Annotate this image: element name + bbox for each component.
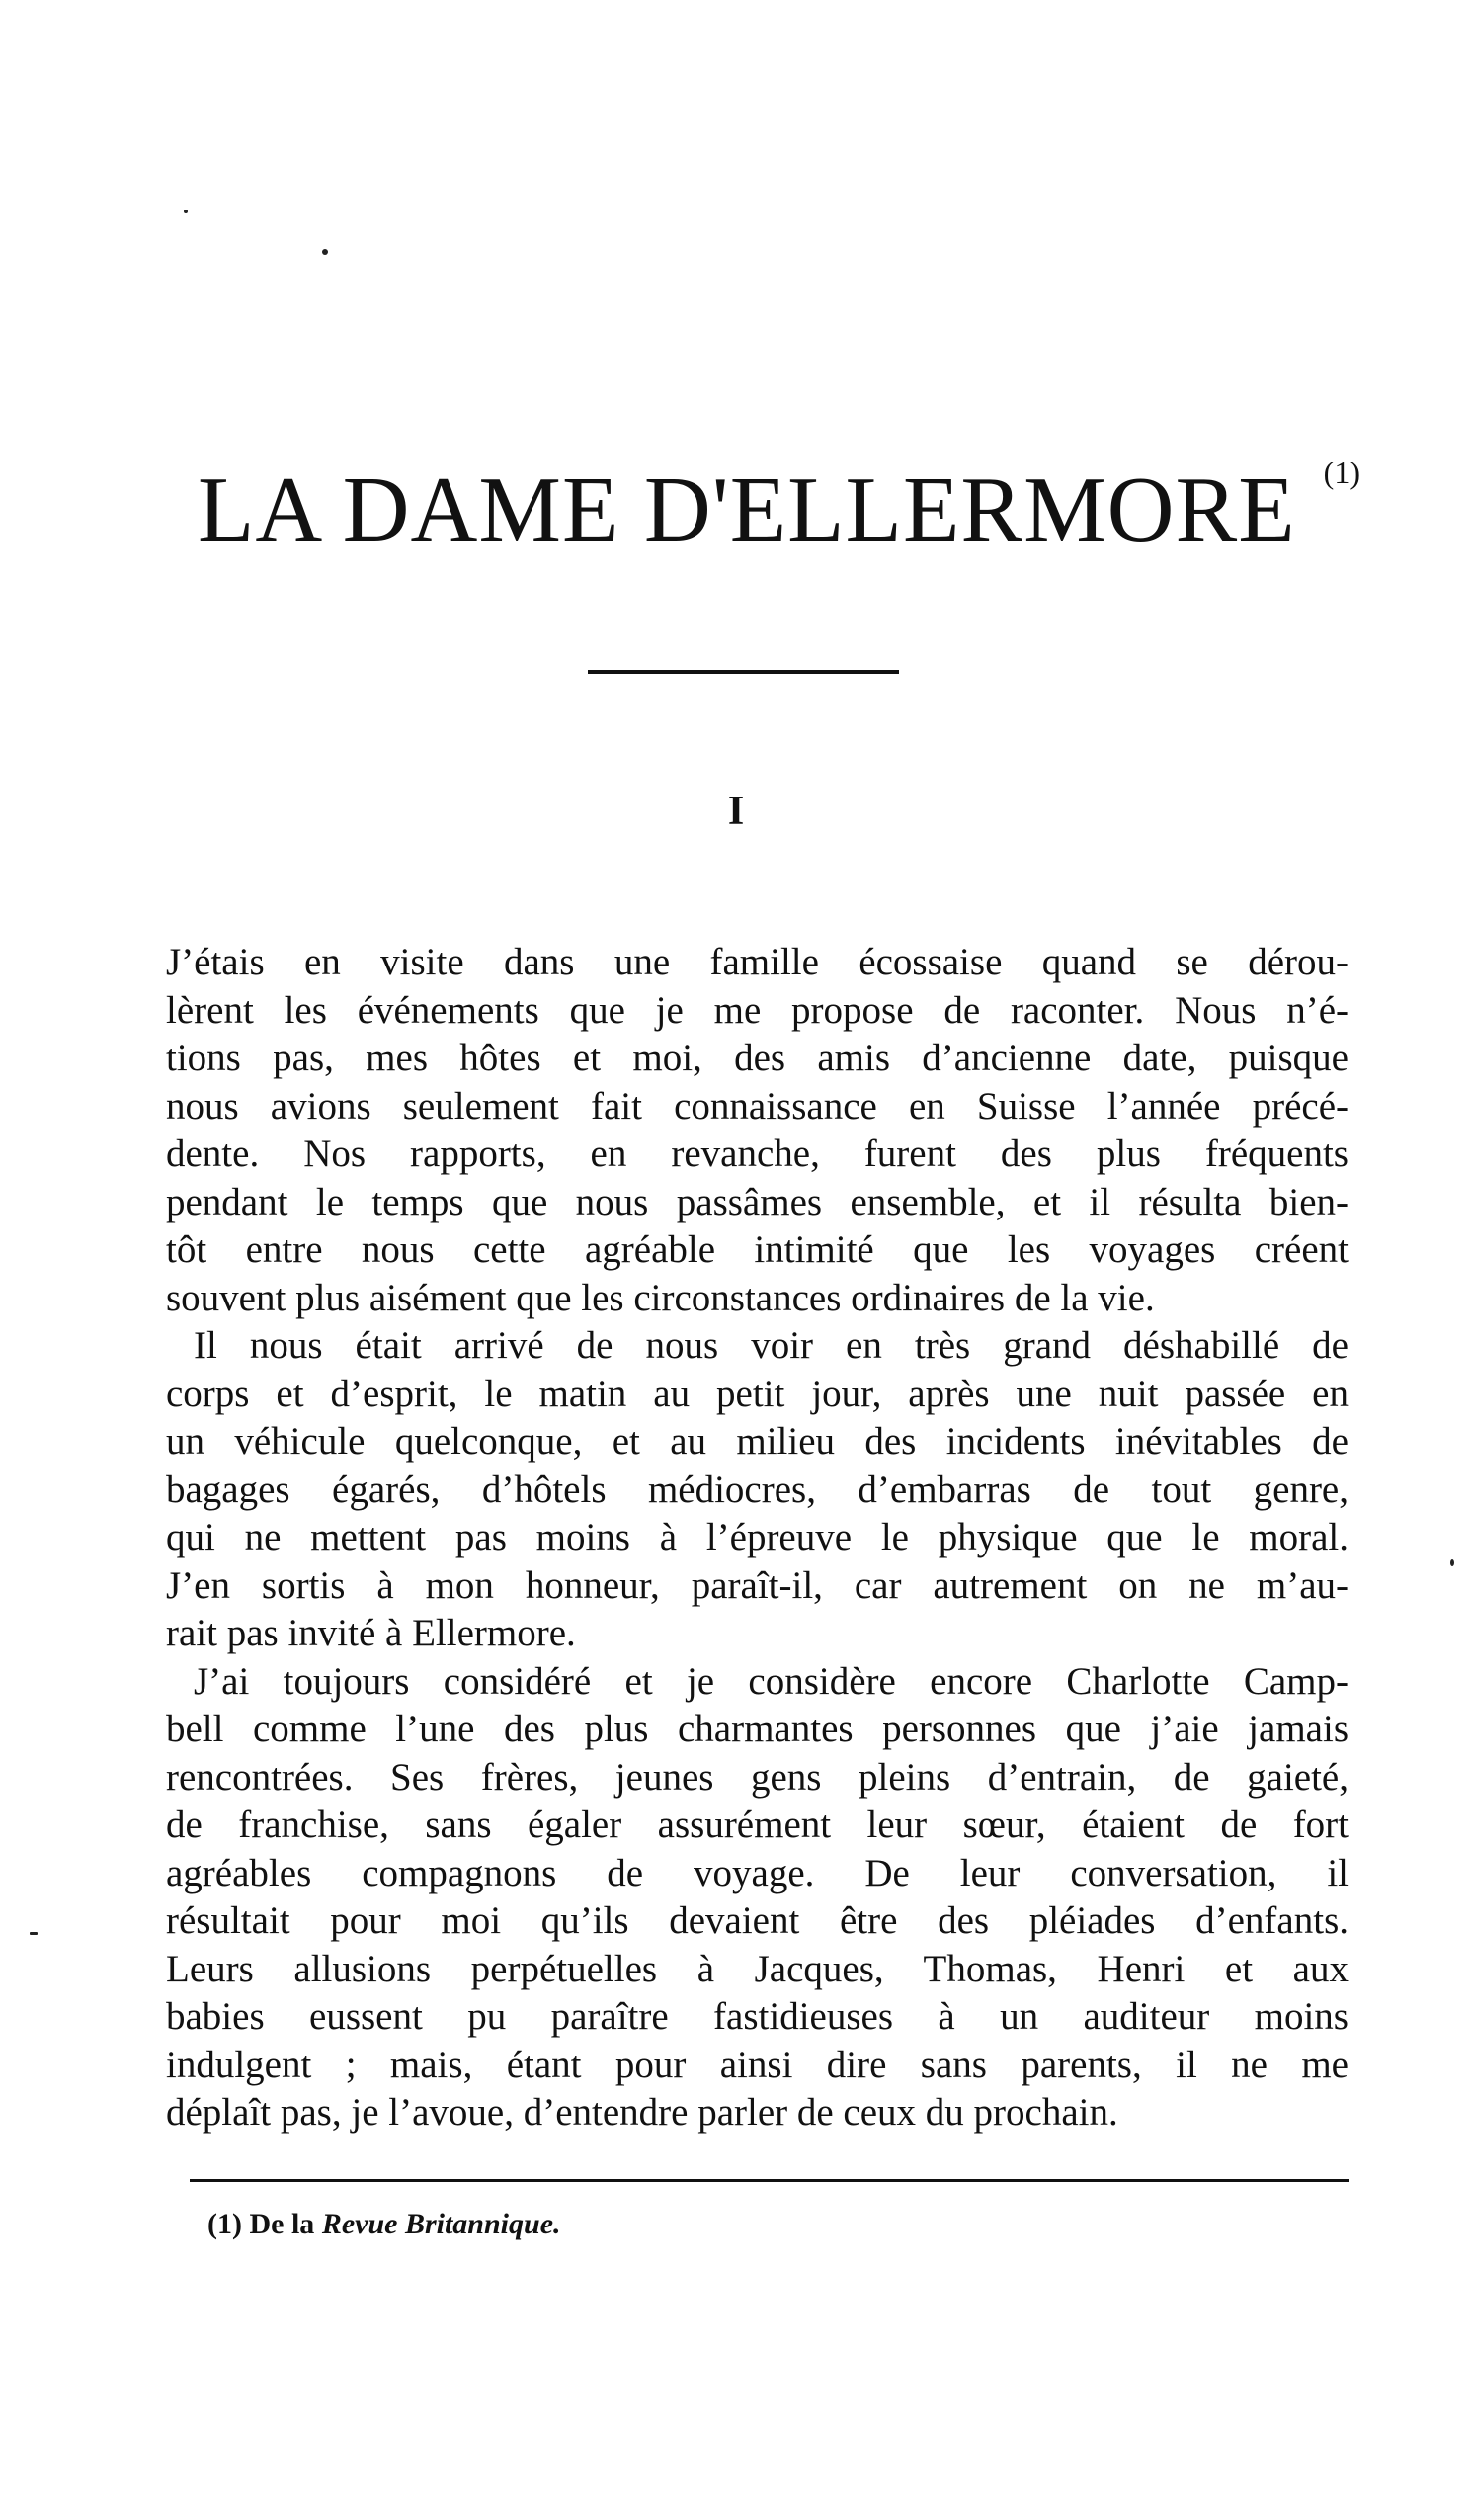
text-line: rencontrées. Ses frères, jeunes gens pleins d’entrain, de gaieté, <box>166 1755 1349 1799</box>
text-line: bell comme l’une des plus charmantes personnes que j’aie jamais <box>166 1708 1349 1750</box>
text-line: souvent plus aisément que les circonstances ordinaires de la vie. <box>166 1276 1155 1319</box>
print-speck <box>1450 1559 1454 1566</box>
text-line: bagages égarés, d’hôtels médiocres, d’embarras de tout genre, <box>166 1468 1349 1511</box>
page-title <box>198 455 1360 561</box>
text-line: déplaît pas, je l’avoue, d’entendre parler de ceux du prochain. <box>166 2091 1118 2134</box>
title-text: LA DAME D'ELLERMORE <box>198 459 1296 561</box>
text-line: tôt entre nous cette agréable intimité que les voyages créent <box>166 1228 1349 1271</box>
text-line: de franchise, sans égaler assurément leur sœur, étaient de fort <box>166 1804 1349 1846</box>
text-line: J’en sortis à mon honneur, paraît-il, car autrement on ne m’au- <box>166 1563 1349 1607</box>
text-line: résultait pour moi qu’ils devaient être des pléiades d’enfants. <box>166 1899 1349 1942</box>
text-line: corps et d’esprit, le matin au petit jour, après une nuit passée en <box>166 1372 1349 1415</box>
text-line: rait pas invité à Ellermore. <box>166 1612 576 1654</box>
text-line: J’étais en visite dans une famille écossaise quand se dérou- <box>166 941 1349 983</box>
footnote-source: Revue Britannique. <box>321 2208 561 2240</box>
footnote-prefix: De la <box>249 2208 315 2240</box>
text-line: dente. Nos rapports, en revanche, furent des plus fréquents <box>166 1133 1349 1175</box>
text-line: pendant le temps que nous passâmes ensemble, et il résulta bien- <box>166 1180 1349 1223</box>
text-line: qui ne mettent pas moins à l’épreuve le physique que le moral. <box>166 1516 1349 1558</box>
footnote <box>207 2210 561 2239</box>
title-divider <box>588 670 899 674</box>
text-line: un véhicule quelconque, et au milieu des incidents inévitables de <box>166 1420 1349 1463</box>
chapter-number: I <box>727 789 745 834</box>
footnote-marker: (1) <box>207 2208 242 2240</box>
text-line: Il nous était arrivé de nous voir en très grand déshabillé de <box>194 1324 1349 1367</box>
text-line: nous avions seulement fait connaissance en Suisse l’année précé- <box>166 1084 1349 1128</box>
text-line: J’ai toujours considéré et je considère encore Charlotte Camp- <box>194 1659 1349 1703</box>
text-line: indulgent ; mais, étant pour ainsi dire sans parents, il ne me <box>166 2043 1349 2086</box>
body-text <box>166 939 1349 2138</box>
print-speck <box>30 1932 38 1935</box>
text-line: lèrent les événements que je me propose de raconter. Nous n’é- <box>166 988 1349 1032</box>
print-speck <box>184 210 188 213</box>
footnote-divider <box>190 2179 1349 2182</box>
title-footnote-ref: (1) <box>1323 455 1360 490</box>
text-line: agréables compagnons de voyage. De leur conversation, il <box>166 1851 1349 1894</box>
print-speck <box>322 249 328 255</box>
text-line: babies eussent pu paraître fastidieuses à un auditeur moins <box>166 1995 1349 2038</box>
text-line: Leurs allusions perpétuelles à Jacques, Thomas, Henri et aux <box>166 1947 1349 1990</box>
text-line: tions pas, mes hôtes et moi, des amis d’ancienne date, puisque <box>166 1037 1349 1079</box>
